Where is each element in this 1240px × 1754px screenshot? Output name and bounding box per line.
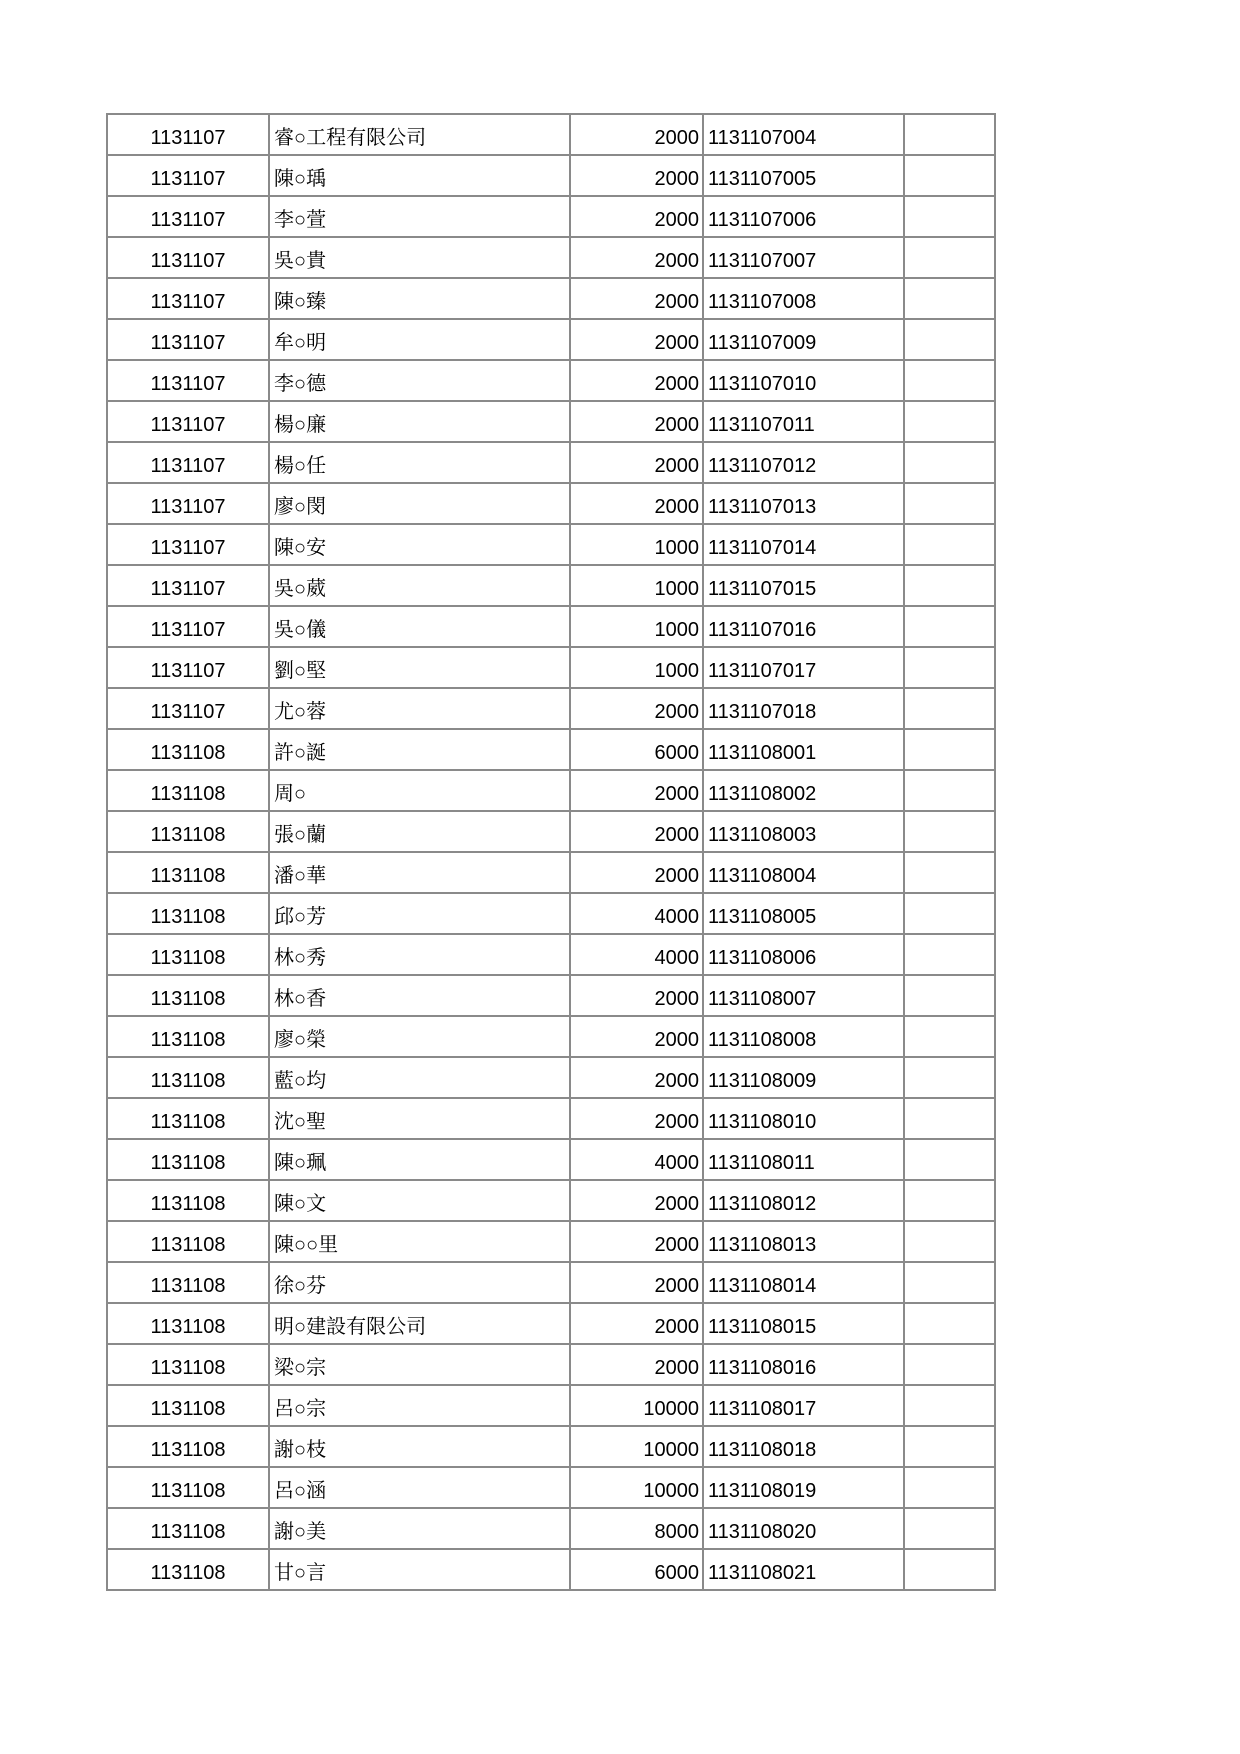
table-row xyxy=(107,278,995,319)
date-cell: 1131107 xyxy=(107,319,269,360)
receipt-number-cell: 1131108011 xyxy=(703,1139,904,1180)
table-row xyxy=(107,483,995,524)
table-row xyxy=(107,1467,995,1508)
note-cell xyxy=(904,360,995,401)
table-row xyxy=(107,975,995,1016)
note-cell xyxy=(904,524,995,565)
date-cell: 1131108 xyxy=(107,1385,269,1426)
receipt-number-cell: 1131108015 xyxy=(703,1303,904,1344)
amount-cell: 2000 xyxy=(570,1221,703,1262)
receipt-number-cell: 1131108009 xyxy=(703,1057,904,1098)
receipt-number-cell: 1131108001 xyxy=(703,729,904,770)
donor-name-cell: 徐○芬 xyxy=(269,1262,570,1303)
amount-cell: 2000 xyxy=(570,319,703,360)
amount-cell: 2000 xyxy=(570,1057,703,1098)
table-row xyxy=(107,1303,995,1344)
note-cell xyxy=(904,401,995,442)
date-cell: 1131108 xyxy=(107,975,269,1016)
note-cell xyxy=(904,237,995,278)
receipt-number-cell: 1131108013 xyxy=(703,1221,904,1262)
table-row xyxy=(107,524,995,565)
donor-name-cell: 梁○宗 xyxy=(269,1344,570,1385)
table-row xyxy=(107,319,995,360)
receipt-number-cell: 1131108007 xyxy=(703,975,904,1016)
donor-name-cell: 牟○明 xyxy=(269,319,570,360)
date-cell: 1131107 xyxy=(107,360,269,401)
amount-cell: 2000 xyxy=(570,196,703,237)
note-cell xyxy=(904,1139,995,1180)
amount-cell: 10000 xyxy=(570,1385,703,1426)
date-cell: 1131107 xyxy=(107,647,269,688)
amount-cell: 2000 xyxy=(570,278,703,319)
receipt-number-cell: 1131108018 xyxy=(703,1426,904,1467)
amount-cell: 10000 xyxy=(570,1426,703,1467)
donor-name-cell: 陳○文 xyxy=(269,1180,570,1221)
receipt-number-cell: 1131107017 xyxy=(703,647,904,688)
date-cell: 1131107 xyxy=(107,524,269,565)
amount-cell: 2000 xyxy=(570,1098,703,1139)
note-cell xyxy=(904,1303,995,1344)
receipt-number-cell: 1131107010 xyxy=(703,360,904,401)
date-cell: 1131108 xyxy=(107,811,269,852)
receipt-number-cell: 1131107006 xyxy=(703,196,904,237)
note-cell xyxy=(904,1385,995,1426)
receipt-number-cell: 1131108014 xyxy=(703,1262,904,1303)
receipt-number-cell: 1131108012 xyxy=(703,1180,904,1221)
table-row xyxy=(107,114,995,155)
table-row xyxy=(107,811,995,852)
donor-name-cell: 謝○枝 xyxy=(269,1426,570,1467)
note-cell xyxy=(904,196,995,237)
donor-name-cell: 林○香 xyxy=(269,975,570,1016)
receipt-number-cell: 1131107008 xyxy=(703,278,904,319)
table-row xyxy=(107,155,995,196)
date-cell: 1131107 xyxy=(107,483,269,524)
date-cell: 1131108 xyxy=(107,1467,269,1508)
table-row xyxy=(107,442,995,483)
donation-ledger-table xyxy=(106,113,996,1591)
note-cell xyxy=(904,975,995,1016)
amount-cell: 6000 xyxy=(570,729,703,770)
amount-cell: 2000 xyxy=(570,975,703,1016)
note-cell xyxy=(904,1262,995,1303)
receipt-number-cell: 1131107014 xyxy=(703,524,904,565)
ledger-body xyxy=(107,114,995,1590)
date-cell: 1131107 xyxy=(107,606,269,647)
note-cell xyxy=(904,1098,995,1139)
donor-name-cell: 林○秀 xyxy=(269,934,570,975)
donor-name-cell: 李○德 xyxy=(269,360,570,401)
amount-cell: 10000 xyxy=(570,1467,703,1508)
amount-cell: 2000 xyxy=(570,1016,703,1057)
note-cell xyxy=(904,114,995,155)
date-cell: 1131108 xyxy=(107,934,269,975)
receipt-number-cell: 1131108021 xyxy=(703,1549,904,1590)
table-row xyxy=(107,1139,995,1180)
receipt-number-cell: 1131107009 xyxy=(703,319,904,360)
table-row xyxy=(107,196,995,237)
date-cell: 1131108 xyxy=(107,1016,269,1057)
note-cell xyxy=(904,688,995,729)
amount-cell: 2000 xyxy=(570,442,703,483)
donor-name-cell: 明○建設有限公司 xyxy=(269,1303,570,1344)
receipt-number-cell: 1131108003 xyxy=(703,811,904,852)
donor-name-cell: 劉○堅 xyxy=(269,647,570,688)
table-row xyxy=(107,770,995,811)
receipt-number-cell: 1131107016 xyxy=(703,606,904,647)
donor-name-cell: 吳○貴 xyxy=(269,237,570,278)
amount-cell: 4000 xyxy=(570,934,703,975)
table-row xyxy=(107,1098,995,1139)
amount-cell: 2000 xyxy=(570,401,703,442)
note-cell xyxy=(904,1467,995,1508)
donor-name-cell: 呂○宗 xyxy=(269,1385,570,1426)
amount-cell: 2000 xyxy=(570,770,703,811)
date-cell: 1131108 xyxy=(107,1549,269,1590)
donor-name-cell: 周○ xyxy=(269,770,570,811)
receipt-number-cell: 1131107011 xyxy=(703,401,904,442)
receipt-number-cell: 1131108019 xyxy=(703,1467,904,1508)
donor-name-cell: 謝○美 xyxy=(269,1508,570,1549)
donor-name-cell: 張○蘭 xyxy=(269,811,570,852)
donor-name-cell: 陳○臻 xyxy=(269,278,570,319)
note-cell xyxy=(904,319,995,360)
note-cell xyxy=(904,155,995,196)
donor-name-cell: 陳○瑀 xyxy=(269,155,570,196)
note-cell xyxy=(904,1344,995,1385)
note-cell xyxy=(904,606,995,647)
note-cell xyxy=(904,1508,995,1549)
table-row xyxy=(107,1549,995,1590)
receipt-number-cell: 1131107015 xyxy=(703,565,904,606)
amount-cell: 2000 xyxy=(570,811,703,852)
receipt-number-cell: 1131108004 xyxy=(703,852,904,893)
table-row xyxy=(107,1057,995,1098)
amount-cell: 2000 xyxy=(570,483,703,524)
donor-name-cell: 邱○芳 xyxy=(269,893,570,934)
note-cell xyxy=(904,1016,995,1057)
amount-cell: 2000 xyxy=(570,155,703,196)
table-row xyxy=(107,606,995,647)
receipt-number-cell: 1131107004 xyxy=(703,114,904,155)
donor-name-cell: 陳○○里 xyxy=(269,1221,570,1262)
table-row xyxy=(107,729,995,770)
table-row xyxy=(107,647,995,688)
receipt-number-cell: 1131107005 xyxy=(703,155,904,196)
receipt-number-cell: 1131108010 xyxy=(703,1098,904,1139)
table-row xyxy=(107,1016,995,1057)
donor-name-cell: 尤○蓉 xyxy=(269,688,570,729)
donor-name-cell: 潘○華 xyxy=(269,852,570,893)
note-cell xyxy=(904,1180,995,1221)
amount-cell: 2000 xyxy=(570,1180,703,1221)
date-cell: 1131107 xyxy=(107,278,269,319)
table-row xyxy=(107,565,995,606)
receipt-number-cell: 1131108016 xyxy=(703,1344,904,1385)
date-cell: 1131108 xyxy=(107,1303,269,1344)
receipt-number-cell: 1131108017 xyxy=(703,1385,904,1426)
date-cell: 1131108 xyxy=(107,729,269,770)
note-cell xyxy=(904,893,995,934)
note-cell xyxy=(904,1549,995,1590)
amount-cell: 2000 xyxy=(570,852,703,893)
table-row xyxy=(107,1508,995,1549)
amount-cell: 4000 xyxy=(570,893,703,934)
date-cell: 1131108 xyxy=(107,1262,269,1303)
receipt-number-cell: 1131107013 xyxy=(703,483,904,524)
table-row xyxy=(107,688,995,729)
amount-cell: 2000 xyxy=(570,114,703,155)
note-cell xyxy=(904,565,995,606)
note-cell xyxy=(904,1426,995,1467)
donor-name-cell: 廖○榮 xyxy=(269,1016,570,1057)
date-cell: 1131108 xyxy=(107,1057,269,1098)
note-cell xyxy=(904,1221,995,1262)
date-cell: 1131107 xyxy=(107,237,269,278)
table-row xyxy=(107,237,995,278)
date-cell: 1131107 xyxy=(107,442,269,483)
donor-name-cell: 楊○廉 xyxy=(269,401,570,442)
date-cell: 1131108 xyxy=(107,893,269,934)
donor-name-cell: 沈○聖 xyxy=(269,1098,570,1139)
table-row xyxy=(107,1262,995,1303)
table-row xyxy=(107,1385,995,1426)
note-cell xyxy=(904,442,995,483)
note-cell xyxy=(904,729,995,770)
note-cell xyxy=(904,647,995,688)
amount-cell: 6000 xyxy=(570,1549,703,1590)
date-cell: 1131108 xyxy=(107,1426,269,1467)
amount-cell: 2000 xyxy=(570,237,703,278)
date-cell: 1131108 xyxy=(107,1139,269,1180)
amount-cell: 2000 xyxy=(570,1303,703,1344)
date-cell: 1131108 xyxy=(107,1098,269,1139)
amount-cell: 2000 xyxy=(570,360,703,401)
donor-name-cell: 藍○均 xyxy=(269,1057,570,1098)
date-cell: 1131107 xyxy=(107,196,269,237)
date-cell: 1131108 xyxy=(107,770,269,811)
amount-cell: 1000 xyxy=(570,565,703,606)
amount-cell: 2000 xyxy=(570,1344,703,1385)
table-row xyxy=(107,1344,995,1385)
amount-cell: 1000 xyxy=(570,606,703,647)
note-cell xyxy=(904,852,995,893)
donor-name-cell: 陳○安 xyxy=(269,524,570,565)
table-row xyxy=(107,1180,995,1221)
table-row xyxy=(107,934,995,975)
donor-name-cell: 楊○任 xyxy=(269,442,570,483)
donor-name-cell: 陳○珮 xyxy=(269,1139,570,1180)
note-cell xyxy=(904,483,995,524)
amount-cell: 2000 xyxy=(570,1262,703,1303)
receipt-number-cell: 1131108020 xyxy=(703,1508,904,1549)
receipt-number-cell: 1131108008 xyxy=(703,1016,904,1057)
donor-name-cell: 吳○葳 xyxy=(269,565,570,606)
table-row xyxy=(107,852,995,893)
date-cell: 1131107 xyxy=(107,114,269,155)
date-cell: 1131108 xyxy=(107,1221,269,1262)
note-cell xyxy=(904,1057,995,1098)
donor-name-cell: 呂○涵 xyxy=(269,1467,570,1508)
donor-name-cell: 許○誕 xyxy=(269,729,570,770)
amount-cell: 1000 xyxy=(570,524,703,565)
receipt-number-cell: 1131107018 xyxy=(703,688,904,729)
date-cell: 1131108 xyxy=(107,1508,269,1549)
donor-name-cell: 廖○閔 xyxy=(269,483,570,524)
donor-name-cell: 李○萱 xyxy=(269,196,570,237)
note-cell xyxy=(904,934,995,975)
note-cell xyxy=(904,278,995,319)
date-cell: 1131107 xyxy=(107,688,269,729)
table-row xyxy=(107,401,995,442)
date-cell: 1131108 xyxy=(107,852,269,893)
receipt-number-cell: 1131108006 xyxy=(703,934,904,975)
date-cell: 1131108 xyxy=(107,1180,269,1221)
receipt-number-cell: 1131107012 xyxy=(703,442,904,483)
date-cell: 1131107 xyxy=(107,401,269,442)
receipt-number-cell: 1131108002 xyxy=(703,770,904,811)
amount-cell: 1000 xyxy=(570,647,703,688)
receipt-number-cell: 1131107007 xyxy=(703,237,904,278)
amount-cell: 4000 xyxy=(570,1139,703,1180)
table-row xyxy=(107,1426,995,1467)
note-cell xyxy=(904,770,995,811)
table-row xyxy=(107,360,995,401)
date-cell: 1131107 xyxy=(107,565,269,606)
donor-name-cell: 吳○儀 xyxy=(269,606,570,647)
date-cell: 1131108 xyxy=(107,1344,269,1385)
date-cell: 1131107 xyxy=(107,155,269,196)
amount-cell: 8000 xyxy=(570,1508,703,1549)
receipt-number-cell: 1131108005 xyxy=(703,893,904,934)
table-row xyxy=(107,893,995,934)
note-cell xyxy=(904,811,995,852)
amount-cell: 2000 xyxy=(570,688,703,729)
donor-name-cell: 甘○言 xyxy=(269,1549,570,1590)
donor-name-cell: 睿○工程有限公司 xyxy=(269,114,570,155)
table-row xyxy=(107,1221,995,1262)
